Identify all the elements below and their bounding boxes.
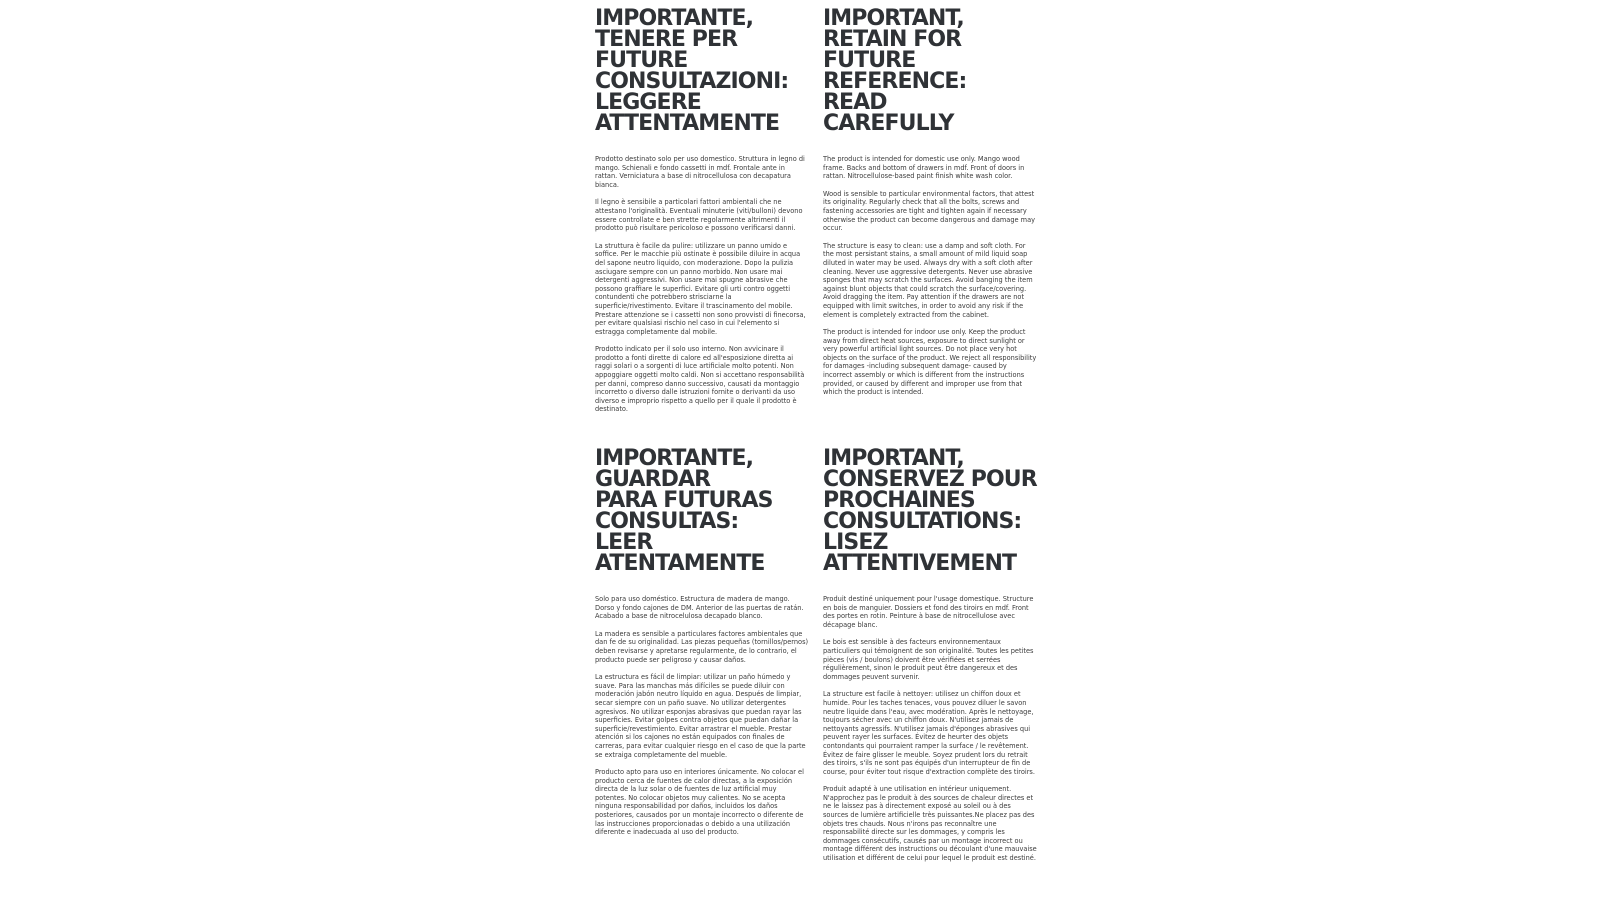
section-body — [595, 595, 809, 837]
section-body — [823, 155, 1037, 397]
section-heading: IMPORTANT, CONSERVEZ POUR PROCHAINES CONSULTATIONS: LISEZ ATTENTIVEMENT — [823, 446, 1037, 576]
paragraph: La estructura es fácil de limpiar: utilizar un paño húmedo y suave. Para las manchas más difíciles se puede diluir con moderación jabón neutro líquido en agua. Después de limpiar, secar siempre con un paño suave. No utilizar detergentes agresivos. No utilizar esponjas abrasivas que puedan rayar las superficies. Evitar golpes contra objetos que puedan dañar la superficie/revestimiento. Evitar arrastrar el mueble. Prestar atención si los cajones no están equipados con finales de carreras, para evitar cualquier riesgo en el caso de que la parte se extraiga completamente del mueble. — [595, 673, 806, 759]
paragraph: Produit adapté à une utilisation en intérieur uniquement. N'approchez pas le produit à des sources de chaleur directes et ne le laissez pas à directement exposé au soleil ou à des sources de lumière artificielle très puissantes.Ne placez pas des objets tres chauds. Nous n'irons pas reconnaître une responsabilité directe sur les dommages, y compris les dommages consécutifs, causés par un montage incorrect ou montage différent des instructions ou découlant d'une mauvaise utilisation et différent de celui pour lequel le produit est destiné. — [823, 785, 1037, 863]
section-italian — [595, 8, 809, 423]
paragraph: Prodotto indicato per il solo uso interno. Non avvicinare il prodotto a fonti dirette di calore ed all'esposizione diretta ai raggi solari o a sorgenti di luce artificiale molto potenti. Non appoggiare oggetti molto caldi. Non si accettano responsabilità per danni, compreso danno successivo, causati da montaggio incorretto o diverso dalle istruzioni fornite o derivanti da uso diverso e improprio rispetto a quello per il quale il prodotto è destinato. — [595, 345, 805, 414]
section-heading: IMPORTANT, RETAIN FOR FUTURE REFERENCE: READ CAREFULLY — [823, 6, 967, 136]
paragraph: La structure est facile à nettoyer: utilisez un chiffon doux et humide. Pour les taches tenaces, vous pouvez diluer le savon neutre liquide dans l'eau, avec modération. Après le nettoyage, toujours sécher avec un chiffon doux. N'utilisez jamais de nettoyants agressifs. N'utilisez jamais d'éponges abrasives qui peuvent rayer les surfaces. Évitez de heurter des objets contondants qui pourraient ramper la surface / le revêtement. Évitez de faire glisser le meuble. Soyez prudent lors du retrait des tiroirs, s'ils ne sont pas équipés d'un interrupteur de fin de course, pour éviter tout risque d'extraction complète des tiroirs. — [823, 690, 1035, 776]
paragraph: The structure is easy to clean: use a damp and soft cloth. For the most persistant stains, a small amount of mild liquid soap diluted in water may be used. Always dry with a soft cloth after cleaning. Never use aggressive detergents. Never use abrasive sponges that may scratch the surfaces. Avoid banging the item against blunt objects that could scratch the surface/covering. Avoid dragging the item. Pay attention if the drawers are not equipped with limit switches, in order to avoid any risk if the element is completely extracted from the cabinet. — [823, 241, 1033, 319]
section-body — [823, 595, 1037, 863]
paragraph: Il legno è sensibile a particolari fattori ambientali che ne attestano l'originalità. Eventuali minuterie (viti/bulloni) devono essere controllate e ben strette regolarmente altrimenti il prodotto può risultare pericoloso e possono verificarsi danni. — [595, 198, 803, 233]
section-spanish — [595, 448, 809, 846]
paragraph: Producto apto para uso en interiores únicamente. No colocar el producto cerca de fuentes de calor directas, a la exposición directa de la luz solar o de fuentes de luz artificial muy potentes. No colocar objetos muy calientes. No se acepta ninguna responsabilidad por daños, incluidos los daños posteriores, causados por un montaje incorrecto o diferente de las instrucciones proporcionadas o debido a una utilización diferente e inadecuada al uso del producto. — [595, 768, 804, 837]
section-french — [823, 448, 1037, 872]
paragraph: Prodotto destinato solo per uso domestico. Struttura in legno di mango. Schienali e fondo cassetti in mdf. Frontale ante in rattan. Verniciatura a base di nitrocellulosa con decapatura bianca. — [595, 155, 805, 189]
section-heading: IMPORTANTE, GUARDAR PARA FUTURAS CONSULTAS: LEER ATENTAMENTE — [595, 446, 773, 576]
paragraph: Le bois est sensible à des facteurs environnementaux particuliers qui témoignent de son originalité. Toutes les petites pièces (vis / boulons) doivent être vérifiées et serrées régulièrement, sinon le produit peut être dangereux et des dommages peuvent survenir. — [823, 638, 1034, 681]
paragraph: Solo para uso doméstico. Estructura de madera de mango. Dorso y fondo cajones de DM. Anterior de las puertas de ratán. Acabado a base de nitrocelulosa decapado blanco. — [595, 595, 804, 621]
paragraph: The product is intended for indoor use only. Keep the product away from direct heat sources, exposure to direct sunlight or very powerful artificial light sources. Do not place very hot objects on the surface of the product. We reject all responsibility for damages -including subsequent damage- caused by incorrect assembly or which is different from the instructions provided, or caused by different and improper use from that which the product is intended. — [823, 328, 1037, 397]
section-body — [595, 155, 809, 414]
paragraph: The product is intended for domestic use only. Mango wood frame. Backs and bottom of drawers in mdf. Front of doors in rattan. Nitrocellulose-based paint finish white wash color. — [823, 155, 1025, 181]
section-english — [823, 8, 1037, 406]
section-heading: IMPORTANTE, TENERE PER FUTURE CONSULTAZIONI: LEGGERE ATTENTAMENTE — [595, 6, 789, 136]
paragraph: La madera es sensible a particulares factores ambientales que dan fe de su originalidad. Las piezas pequeñas (tornillos/pernos) deben revisarse y apretarse regularmente, de lo contrario, el producto puede ser peligroso y causar daños. — [595, 629, 809, 664]
paragraph: La struttura è facile da pulire: utilizzare un panno umido e soffice. Per le macchie più ostinate è possibile diluire in acqua del sapone neutro liquido, con moderazione. Dopo la pulizia asciugare sempre con un panno morbido. Non usare mai detergenti aggressivi. Non usare mai spugne abrasive che possono graffiare le superfici. Evitare gli urti contro oggetti contundenti che potrebbero strisciarne la superficie/rivestimento. Evitare il trascinamento del mobile. Prestare attenzione se i cassetti non sono provvisti di finecorsa, per evitare qualsiasi rischio nel caso in cui l'elemento si estragga completamente dal mobile. — [595, 241, 806, 336]
paragraph: Produit destiné uniquement pour l'usage domestique. Structure en bois de manguier. Dossiers et fond des tiroirs en mdf. Front des portes en rotin. Peinture à base de nitrocellulose avec décapage blanc. — [823, 595, 1034, 629]
paragraph: Wood is sensible to particular environmental factors, that attest its originality. Regularly check that all the bolts, screws and fastening accessories are tight and tighten again if necessary otherwise the product can become dangerous and damage may occur. — [823, 189, 1036, 233]
